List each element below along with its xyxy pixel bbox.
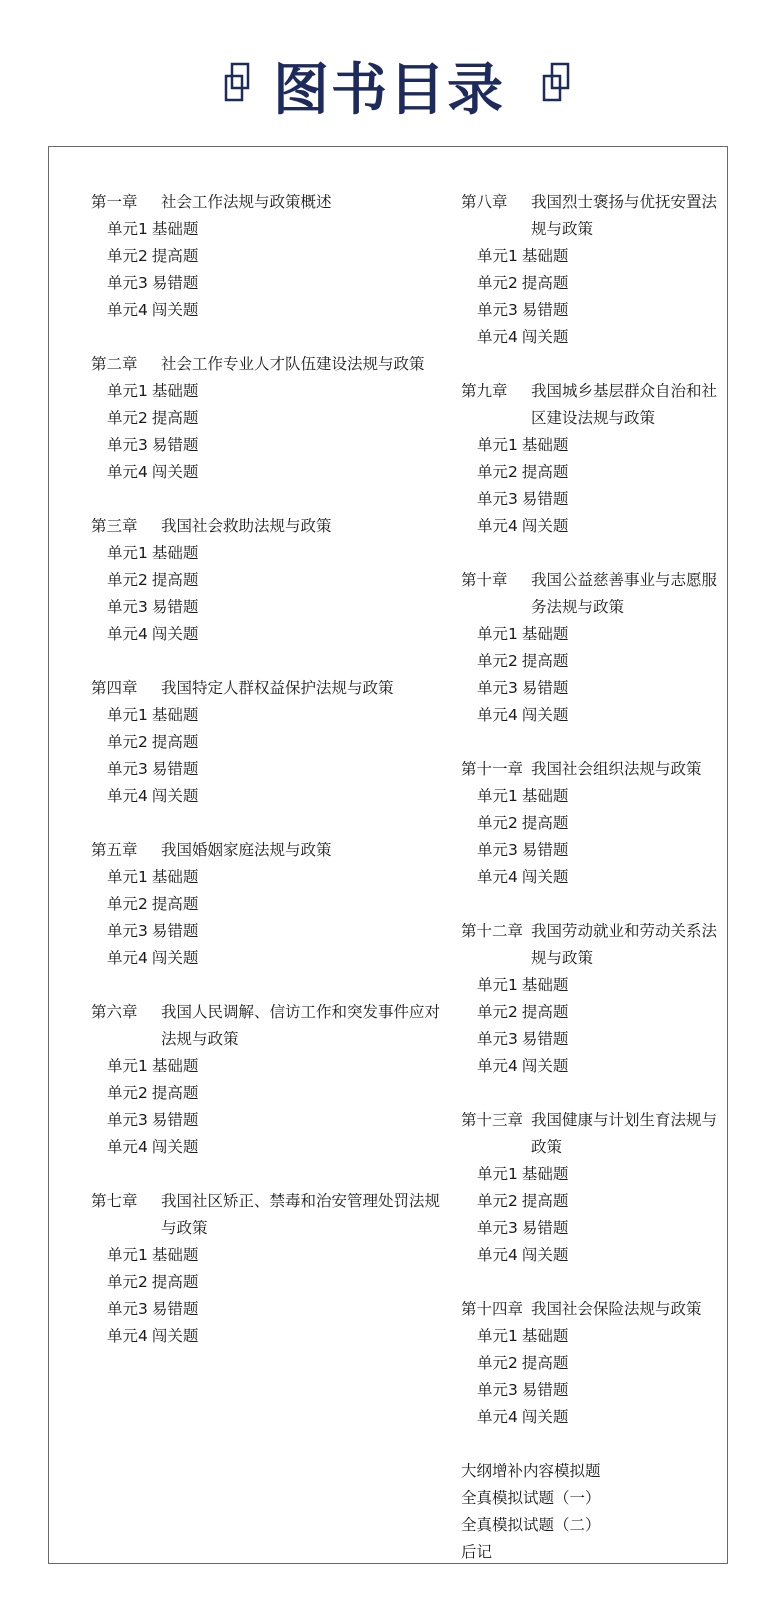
unit-number: 单元2: [107, 247, 148, 265]
unit-number: 单元4: [477, 706, 518, 724]
unit-number: 单元2: [107, 1084, 148, 1102]
unit-label: 基础题: [521, 436, 569, 454]
chapter-number: 第十二章: [461, 922, 524, 940]
unit-label: 闯关题: [151, 787, 199, 805]
unit-label: 基础题: [521, 787, 569, 805]
unit-item: [461, 486, 731, 513]
chapter-heading: [91, 351, 446, 378]
toc-chapter: [91, 999, 446, 1161]
unit-item: [461, 837, 731, 864]
unit-number: 单元2: [107, 409, 148, 427]
chapter-heading: [461, 756, 731, 783]
chapter-heading: [91, 837, 446, 864]
unit-number: 单元3: [107, 436, 148, 454]
chapter-heading: [91, 189, 446, 216]
unit-item: [461, 864, 731, 891]
unit-number: 单元2: [477, 1003, 518, 1021]
unit-item: [91, 918, 446, 945]
unit-number: 单元4: [107, 301, 148, 319]
unit-label: 易错题: [521, 490, 569, 508]
unit-number: 单元1: [107, 544, 148, 562]
toc-chapter: [91, 189, 446, 324]
chapter-number: 第六章: [91, 1003, 138, 1021]
unit-number: 单元3: [477, 1219, 518, 1237]
toc-chapter: [91, 513, 446, 648]
unit-number: 单元4: [477, 868, 518, 886]
chapter-heading: [461, 567, 731, 621]
toc-chapter: [461, 189, 731, 351]
toc-extras: [461, 1458, 731, 1566]
chapter-heading: [461, 378, 731, 432]
chapter-heading: [91, 1188, 446, 1242]
unit-number: 单元4: [477, 1246, 518, 1264]
unit-number: 单元3: [107, 922, 148, 940]
unit-label: 易错题: [151, 1111, 199, 1129]
unit-item: [461, 810, 731, 837]
unit-number: 单元4: [107, 625, 148, 643]
chapter-heading: [461, 1107, 731, 1161]
unit-number: 单元2: [107, 895, 148, 913]
chapter-heading: [91, 999, 446, 1053]
unit-item: [91, 945, 446, 972]
unit-item: [461, 783, 731, 810]
toc-right-column: [461, 189, 731, 1566]
unit-label: 易错题: [151, 274, 199, 292]
unit-label: 闯关题: [521, 1246, 569, 1264]
unit-number: 单元3: [107, 1300, 148, 1318]
unit-item: [461, 243, 731, 270]
unit-label: 闯关题: [151, 625, 199, 643]
square-frame-icon: [540, 62, 576, 104]
unit-item: [91, 297, 446, 324]
unit-number: 单元4: [107, 787, 148, 805]
chapter-title: 我国劳动就业和劳动关系法规与政策: [531, 922, 718, 967]
unit-label: 提高题: [521, 463, 569, 481]
unit-item: [461, 432, 731, 459]
unit-item: [91, 594, 446, 621]
unit-item: [91, 702, 446, 729]
table-of-contents: [48, 146, 728, 1564]
chapter-title: 我国人民调解、信访工作和突发事件应对法规与政策: [161, 1003, 441, 1048]
toc-chapter: [91, 1188, 446, 1350]
chapter-title: 社会工作专业人才队伍建设法规与政策: [161, 355, 425, 373]
unit-item: [91, 1269, 446, 1296]
chapter-title: 社会工作法规与政策概述: [161, 193, 332, 211]
unit-number: 单元1: [477, 976, 518, 994]
unit-label: 基础题: [151, 382, 199, 400]
unit-item: [91, 405, 446, 432]
unit-number: 单元1: [107, 1057, 148, 1075]
unit-item: [91, 756, 446, 783]
chapter-title: 我国社区矫正、禁毒和治安管理处罚法规与政策: [161, 1192, 441, 1237]
unit-item: [461, 1026, 731, 1053]
unit-item: [461, 1377, 731, 1404]
chapter-number: 第五章: [91, 841, 138, 859]
unit-number: 单元3: [477, 841, 518, 859]
unit-label: 易错题: [151, 598, 199, 616]
unit-item: [461, 1242, 731, 1269]
chapter-number: 第八章: [461, 193, 508, 211]
unit-number: 单元2: [477, 1354, 518, 1372]
unit-item: [91, 1323, 446, 1350]
unit-item: [461, 648, 731, 675]
chapter-heading: [91, 513, 446, 540]
unit-label: 提高题: [521, 652, 569, 670]
toc-chapter: [91, 837, 446, 972]
unit-number: 单元3: [107, 760, 148, 778]
toc-extra-item: 大纲增补内容模拟题: [461, 1462, 601, 1480]
unit-label: 基础题: [151, 544, 199, 562]
unit-item: [461, 621, 731, 648]
unit-number: 单元2: [107, 733, 148, 751]
unit-label: 闯关题: [521, 868, 569, 886]
unit-item: [461, 459, 731, 486]
chapter-number: 第十四章: [461, 1300, 524, 1318]
unit-item: [461, 297, 731, 324]
unit-number: 单元3: [477, 301, 518, 319]
unit-number: 单元4: [107, 949, 148, 967]
unit-number: 单元1: [477, 1165, 518, 1183]
unit-item: [461, 1053, 731, 1080]
unit-label: 提高题: [151, 1084, 199, 1102]
unit-number: 单元3: [107, 598, 148, 616]
chapter-title: 我国社会保险法规与政策: [531, 1300, 702, 1318]
unit-label: 提高题: [151, 895, 199, 913]
unit-label: 基础题: [521, 1165, 569, 1183]
unit-number: 单元2: [477, 652, 518, 670]
unit-item: [461, 972, 731, 999]
unit-number: 单元2: [107, 571, 148, 589]
unit-label: 闯关题: [151, 949, 199, 967]
unit-item: [91, 540, 446, 567]
unit-item: [91, 1080, 446, 1107]
chapter-number: 第三章: [91, 517, 138, 535]
unit-number: 单元1: [477, 247, 518, 265]
unit-number: 单元3: [477, 679, 518, 697]
unit-item: [461, 270, 731, 297]
chapter-heading: [461, 918, 731, 972]
toc-chapter: [91, 675, 446, 810]
unit-number: 单元3: [477, 490, 518, 508]
chapter-title: 我国烈士褒扬与优抚安置法规与政策: [531, 193, 718, 238]
chapter-title: 我国婚姻家庭法规与政策: [161, 841, 332, 859]
unit-number: 单元3: [107, 274, 148, 292]
chapter-number: 第四章: [91, 679, 138, 697]
unit-number: 单元4: [477, 1408, 518, 1426]
chapter-number: 第十章: [461, 571, 508, 589]
toc-chapter: [91, 351, 446, 486]
unit-item: [461, 1161, 731, 1188]
chapter-number: 第二章: [91, 355, 138, 373]
unit-label: 闯关题: [151, 1138, 199, 1156]
unit-number: 单元2: [477, 1192, 518, 1210]
unit-item: [461, 702, 731, 729]
unit-label: 易错题: [151, 1300, 199, 1318]
page-header: [0, 50, 778, 130]
chapter-title: 我国社会救助法规与政策: [161, 517, 332, 535]
unit-label: 闯关题: [151, 463, 199, 481]
unit-item: [91, 783, 446, 810]
toc-chapter: [461, 918, 731, 1080]
unit-label: 闯关题: [521, 517, 569, 535]
chapter-number: 第一章: [91, 193, 138, 211]
chapter-number: 第九章: [461, 382, 508, 400]
unit-label: 提高题: [521, 814, 569, 832]
unit-number: 单元2: [477, 814, 518, 832]
chapter-heading: [461, 1296, 731, 1323]
unit-number: 单元4: [477, 1057, 518, 1075]
page-title: 图书目录: [273, 57, 505, 123]
unit-number: 单元4: [107, 1327, 148, 1345]
unit-label: 提高题: [521, 1003, 569, 1021]
unit-label: 闯关题: [151, 1327, 199, 1345]
unit-number: 单元1: [477, 787, 518, 805]
toc-extra-item: 全真模拟试题（一）: [461, 1489, 601, 1507]
unit-label: 基础题: [521, 625, 569, 643]
unit-label: 提高题: [151, 247, 199, 265]
unit-label: 基础题: [151, 1246, 199, 1264]
toc-chapter: [461, 1107, 731, 1269]
unit-label: 易错题: [151, 760, 199, 778]
toc-left-column: [91, 189, 446, 1377]
chapter-title: 我国城乡基层群众自治和社区建设法规与政策: [531, 382, 718, 427]
unit-label: 易错题: [521, 1030, 569, 1048]
unit-label: 提高题: [521, 1192, 569, 1210]
unit-label: 闯关题: [521, 328, 569, 346]
unit-item: [461, 1215, 731, 1242]
toc-chapter: [461, 567, 731, 729]
toc-chapter: [461, 1296, 731, 1431]
unit-item: [91, 216, 446, 243]
chapter-title: 我国健康与计划生育法规与政策: [531, 1111, 718, 1156]
unit-number: 单元3: [477, 1030, 518, 1048]
unit-label: 提高题: [151, 571, 199, 589]
unit-label: 易错题: [521, 1381, 569, 1399]
unit-label: 易错题: [151, 922, 199, 940]
unit-item: [91, 432, 446, 459]
unit-number: 单元3: [477, 1381, 518, 1399]
unit-number: 单元1: [107, 1246, 148, 1264]
chapter-heading: [461, 189, 731, 243]
toc-chapter: [461, 378, 731, 540]
unit-item: [461, 324, 731, 351]
unit-item: [91, 567, 446, 594]
unit-label: 闯关题: [521, 706, 569, 724]
chapter-number: 第十三章: [461, 1111, 524, 1129]
unit-number: 单元1: [107, 706, 148, 724]
unit-label: 基础题: [521, 976, 569, 994]
unit-label: 易错题: [521, 301, 569, 319]
unit-item: [91, 378, 446, 405]
unit-label: 提高题: [151, 733, 199, 751]
unit-number: 单元4: [477, 517, 518, 535]
unit-label: 闯关题: [521, 1057, 569, 1075]
unit-item: [91, 1296, 446, 1323]
unit-number: 单元4: [107, 463, 148, 481]
unit-number: 单元1: [107, 220, 148, 238]
unit-item: [461, 675, 731, 702]
unit-item: [461, 1404, 731, 1431]
unit-item: [461, 999, 731, 1026]
unit-item: [91, 1242, 446, 1269]
toc-chapter: [461, 756, 731, 891]
unit-label: 基础题: [151, 868, 199, 886]
unit-item: [91, 621, 446, 648]
unit-number: 单元2: [477, 274, 518, 292]
unit-label: 提高题: [521, 1354, 569, 1372]
chapter-heading: [91, 675, 446, 702]
toc-extra-item: 全真模拟试题（二）: [461, 1516, 601, 1534]
chapter-number: 第七章: [91, 1192, 138, 1210]
unit-number: 单元4: [107, 1138, 148, 1156]
unit-item: [91, 243, 446, 270]
unit-label: 易错题: [151, 436, 199, 454]
unit-label: 基础题: [521, 247, 569, 265]
chapter-title: 我国特定人群权益保护法规与政策: [161, 679, 394, 697]
unit-item: [461, 1188, 731, 1215]
unit-number: 单元1: [477, 436, 518, 454]
unit-number: 单元3: [107, 1111, 148, 1129]
unit-item: [91, 729, 446, 756]
unit-label: 提高题: [521, 274, 569, 292]
unit-label: 基础题: [521, 1327, 569, 1345]
unit-number: 单元1: [477, 625, 518, 643]
unit-label: 易错题: [521, 1219, 569, 1237]
unit-item: [91, 270, 446, 297]
unit-number: 单元1: [107, 868, 148, 886]
unit-item: [91, 864, 446, 891]
unit-item: [91, 459, 446, 486]
toc-extra-item: 后记: [461, 1543, 493, 1561]
unit-label: 提高题: [151, 409, 199, 427]
chapter-title: 我国社会组织法规与政策: [531, 760, 702, 778]
unit-label: 基础题: [151, 706, 199, 724]
unit-label: 易错题: [521, 841, 569, 859]
unit-label: 提高题: [151, 1273, 199, 1291]
unit-item: [91, 1107, 446, 1134]
unit-number: 单元2: [477, 463, 518, 481]
unit-label: 基础题: [151, 220, 199, 238]
unit-number: 单元2: [107, 1273, 148, 1291]
unit-label: 易错题: [521, 679, 569, 697]
unit-label: 闯关题: [521, 1408, 569, 1426]
unit-item: [461, 513, 731, 540]
unit-item: [461, 1350, 731, 1377]
unit-number: 单元1: [477, 1327, 518, 1345]
unit-item: [91, 1053, 446, 1080]
unit-item: [91, 1134, 446, 1161]
unit-item: [461, 1323, 731, 1350]
unit-number: 单元4: [477, 328, 518, 346]
unit-item: [91, 891, 446, 918]
unit-number: 单元1: [107, 382, 148, 400]
unit-label: 基础题: [151, 1057, 199, 1075]
unit-label: 闯关题: [151, 301, 199, 319]
chapter-title: 我国公益慈善事业与志愿服务法规与政策: [531, 571, 718, 616]
chapter-number: 第十一章: [461, 760, 524, 778]
